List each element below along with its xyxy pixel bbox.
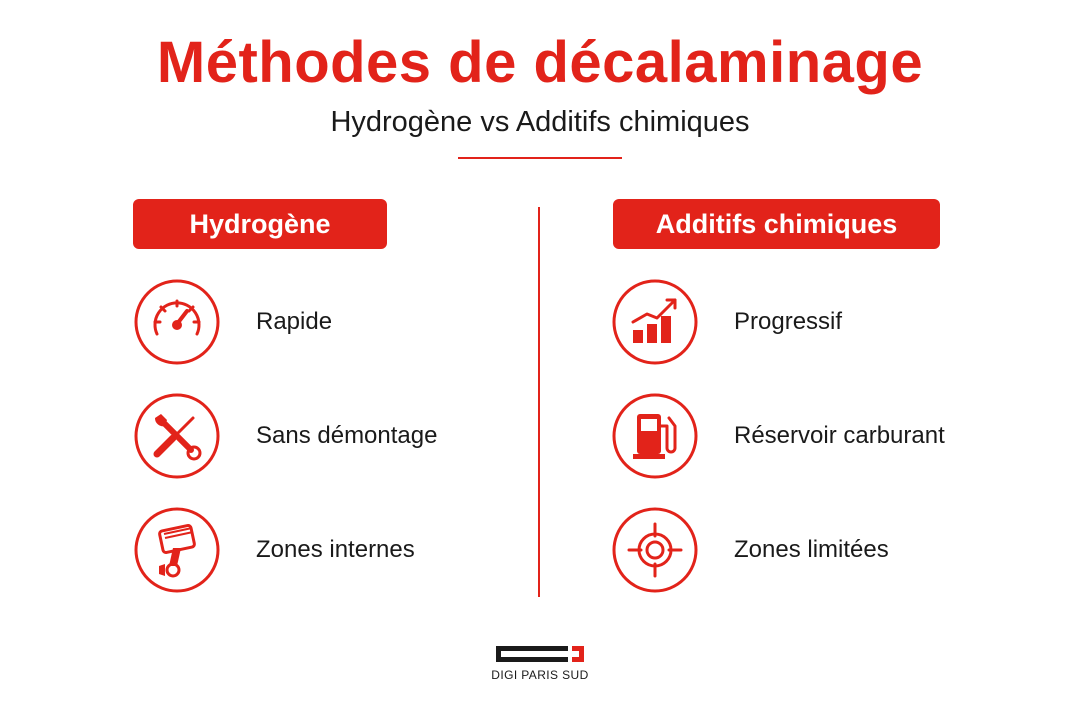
item-label: Sans démontage (256, 422, 438, 449)
brand-logo-mark (494, 644, 586, 664)
heading-additifs-chimiques: Additifs chimiques (613, 199, 940, 249)
item-label: Réservoir carburant (734, 422, 945, 449)
list-item-zones-internes (133, 504, 415, 596)
page-title: Méthodes de décalaminage (156, 30, 924, 95)
column-divider (538, 207, 540, 597)
list-item-progressif (611, 276, 842, 368)
item-label: Rapide (256, 308, 333, 335)
growth-chart-icon (611, 278, 699, 366)
item-label: Progressif (734, 308, 843, 335)
item-label: Zones limitées (734, 536, 889, 563)
brand-logo (488, 644, 592, 690)
item-label: Zones internes (256, 536, 415, 563)
list-item-rapide (133, 276, 332, 368)
list-item-sans-demontage (133, 390, 437, 482)
wrench-screwdriver-icon (133, 392, 221, 480)
target-icon (611, 506, 699, 594)
list-item-reservoir-carburant (611, 390, 945, 482)
brand-logo-text: DIGI PARIS SUD (491, 668, 589, 682)
title-underline (458, 157, 622, 159)
page-subtitle: Hydrogène vs Additifs chimiques (330, 106, 750, 138)
list-item-zones-limitees (611, 504, 889, 596)
heading-hydrogene: Hydrogène (133, 199, 387, 249)
piston-icon (133, 506, 221, 594)
fuel-pump-icon (611, 392, 699, 480)
speedometer-icon (133, 278, 221, 366)
